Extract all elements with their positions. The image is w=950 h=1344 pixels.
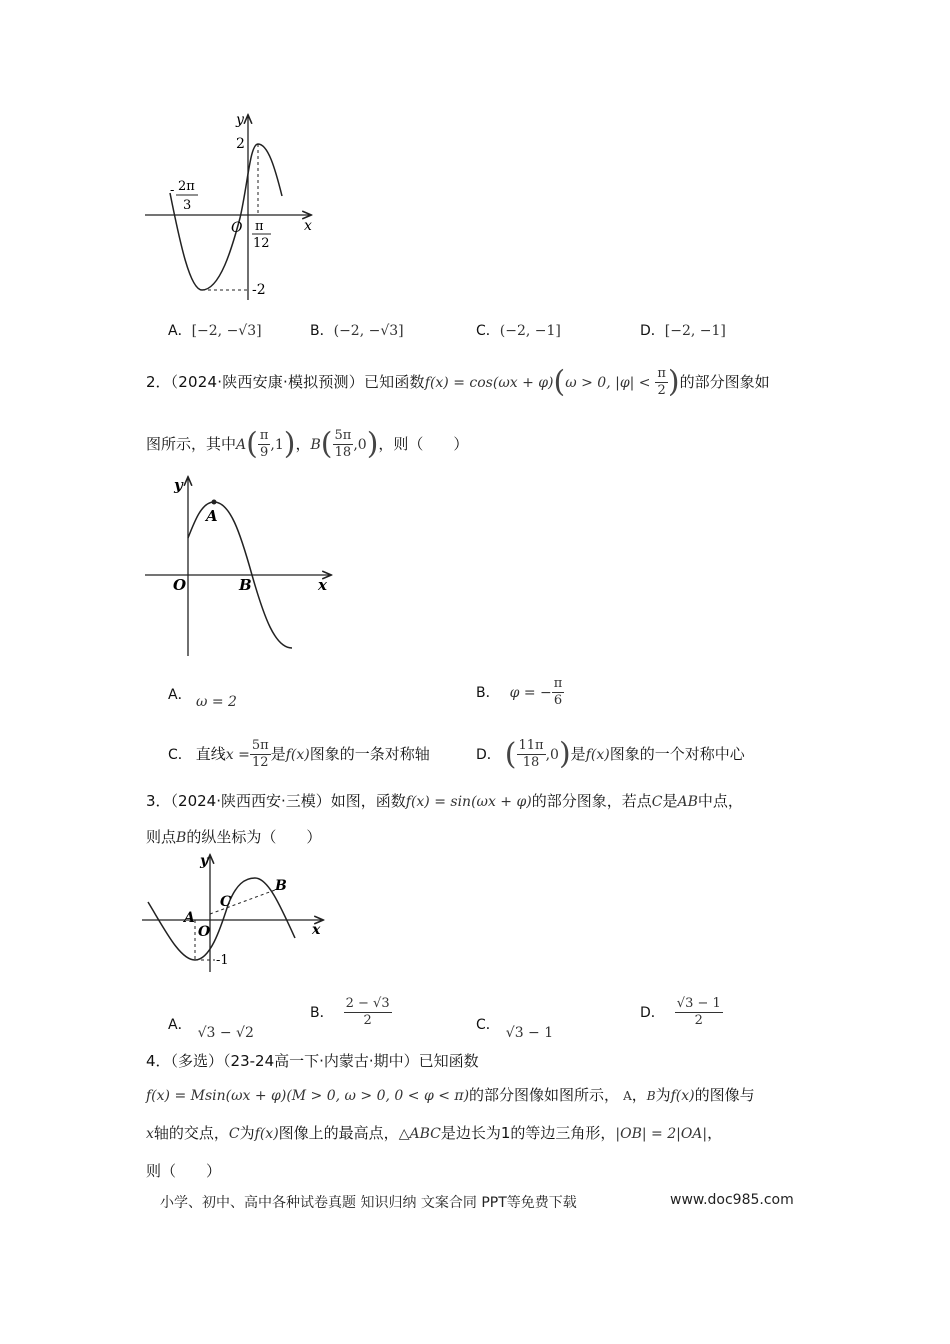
q4-stem-line4: 则（ ）	[146, 1162, 222, 1180]
q2-option-d[interactable]: D． ( $\frac{11\pi}{18}$ ,0)是f(x)图象的一个对称中心	[476, 736, 745, 772]
q4-stem-line1: 4．（多选）（23-24高一下·内蒙古·期中）已知函数	[146, 1052, 479, 1070]
q3-y-label: y	[200, 853, 209, 869]
q3-label-a: A	[184, 910, 195, 926]
q3-option-a[interactable]: A． √3 − √2	[168, 1017, 254, 1041]
q1-pi12-bot: 12	[253, 236, 270, 251]
q2-option-c[interactable]: C． 直线x = $\frac{5\pi}{12}$ 是f(x)图象的一条对称轴	[168, 738, 430, 770]
q1-option-c[interactable]: C．(−2, −1]	[476, 323, 561, 339]
q4-stem-line2: f(x) = Msin(ωx + φ)(M > 0, ω > 0, 0 < φ < π)的部分图像如图所示， A，B为f(x)的图像与	[146, 1086, 755, 1104]
q3-graph	[140, 850, 335, 975]
q3-origin-label: O	[198, 924, 211, 940]
q1-origin-label: O	[231, 220, 243, 236]
q2-option-a-math: ω = 2	[196, 694, 237, 710]
q3-label-neg1: -1	[216, 953, 229, 968]
q1-y-label: y	[236, 112, 244, 128]
q1-pi12-top: π	[255, 219, 264, 234]
q2-point-a	[212, 500, 217, 505]
q3-stem-line1: 3．（2024·陕西西安·三模）如图，函数f(x) = sin(ωx + φ)的部分图象，若点C是AB中点，	[146, 792, 743, 810]
q1-option-b[interactable]: B．(−2, −√3]	[310, 323, 404, 339]
q2-option-a[interactable]: A．	[168, 687, 192, 703]
q1-label-neg2: -2	[252, 282, 266, 298]
q2-y-label: y	[174, 476, 183, 494]
q3-stem-line2: 则点B的纵坐标为（ ）	[146, 828, 322, 846]
q1-neg2pi-bot: 3	[183, 198, 192, 213]
q3-option-b[interactable]: B． $\frac{2 - √3}{2}$	[310, 996, 390, 1028]
q3-label-c: C	[220, 894, 232, 910]
q1-x-label: x	[304, 218, 312, 234]
q2-label-b: B	[239, 576, 252, 594]
q1-neg-sign: -	[170, 183, 175, 198]
q2-label-a: A	[206, 507, 218, 525]
q3-option-c[interactable]: C． √3 − 1	[476, 1017, 554, 1041]
q1-option-d[interactable]: D．[−2, −1]	[640, 323, 726, 339]
q1-curve	[170, 144, 282, 290]
q2-graph	[140, 472, 340, 662]
q1-graph	[140, 108, 320, 303]
q2-origin-label: O	[173, 576, 187, 594]
footer-url[interactable]: www.doc985.com	[670, 1192, 794, 1208]
q3-option-d[interactable]: D． $\frac{√3 - 1}{2}$	[640, 996, 721, 1028]
q3-label-b: B	[275, 878, 287, 894]
q1-label-2: 2	[236, 136, 245, 152]
q1-neg2pi-top: 2π	[178, 179, 195, 194]
footer-text: 小学、初中、高中各种试卷真题 知识归纳 文案合同 PPT等免费下载	[160, 1195, 577, 1211]
q2-option-b[interactable]: B． φ = − $\frac{\pi}{6}$	[476, 676, 563, 708]
q2-x-label: x	[318, 576, 327, 594]
q3-x-label: x	[312, 922, 321, 938]
q1-option-a[interactable]: A．[−2, −√3]	[168, 323, 262, 339]
q4-stem-line3: x轴的交点，C为f(x)图像上的最高点，△ABC是边长为1的等边三角形，|OB| = 2|OA|，	[146, 1124, 723, 1142]
q2-stem-line2: 图所示，其中A( $\frac{\pi}{9}$ ,1)，B( $\frac{5\pi}{18}$ ,0)，则（ ）	[146, 426, 469, 462]
q2-stem-line1: 2．（2024·陕西安康·模拟预测）已知函数f(x) = cos(ωx + φ)(ω > 0, |φ| < $\frac{\pi}{2}$ )的部分图象如	[146, 364, 770, 400]
